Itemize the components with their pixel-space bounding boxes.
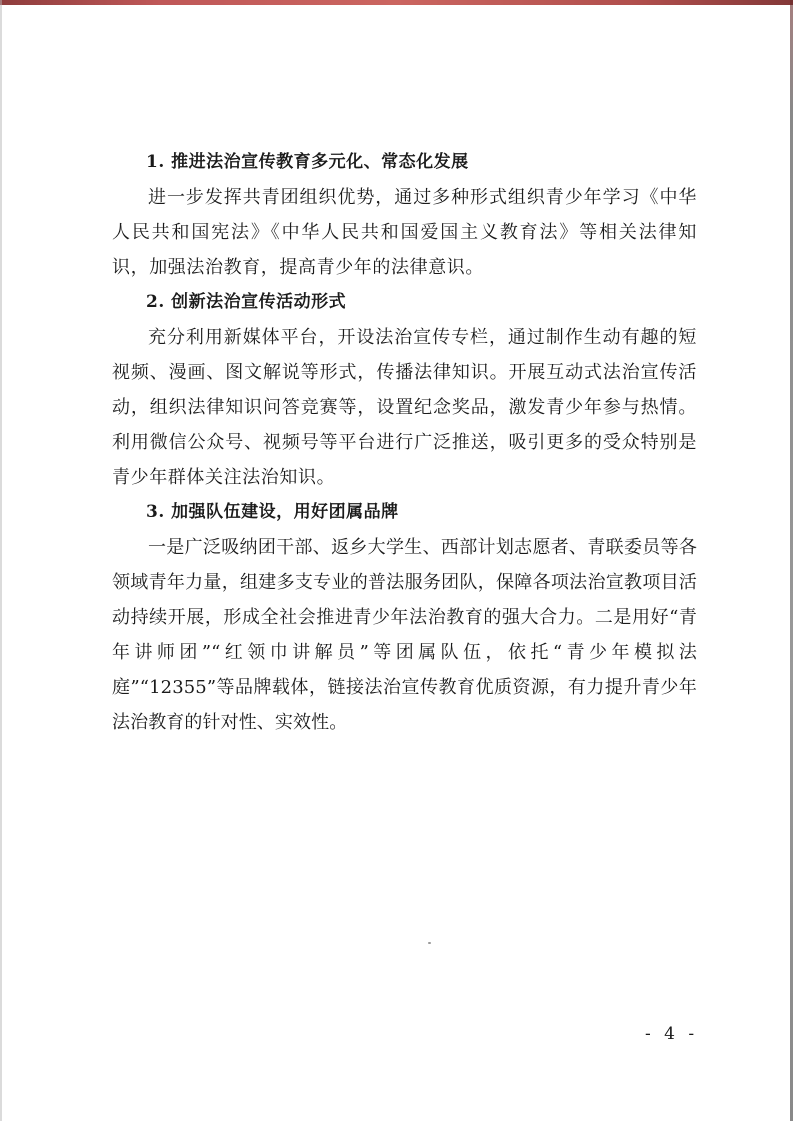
section-3-paragraph: 一是广泛吸纳团干部、返乡大学生、西部计划志愿者、青联委员等各领域青年力量，组建多支专业的普法服务团队，保障各项法治宣教项目活动持续开展，形成全社会推进青少年法治教育的强大合力。二是用好“青年讲师团”“红领巾讲解员”等团属队伍，依托“青少年模拟法庭”“12355”等品牌载体，链接法治宣传教育优质资源，有力提升青少年法治教育的针对性、实效性。 <box>112 537 697 733</box>
section-1-paragraph: 进一步发挥共青团组织优势，通过多种形式组织青少年学习《中华人民共和国宪法》《中华人民共和国爱国主义教育法》等相关法律知识，加强法治教育，提高青少年的法律意识。 <box>112 187 697 278</box>
section-2-heading: 2. 创新法治宣传活动形式 <box>146 292 347 312</box>
page-number: - 4 - <box>645 1024 699 1044</box>
scan-edge-top <box>0 0 793 5</box>
scan-edge-left <box>0 0 2 1121</box>
section-3-heading: 3. 加强队伍建设，用好团属品牌 <box>146 502 399 522</box>
section-2-paragraph: 充分利用新媒体平台，开设法治宣传专栏，通过制作生动有趣的短视频、漫画、图文解说等形式，传播法律知识。开展互动式法治宣传活动，组织法律知识问答竞赛等，设置纪念奖品，激发青少年参与热情。利用微信公众号、视频号等平台进行广泛推送，吸引更多的受众特别是青少年群体关注法治知识。 <box>112 327 697 488</box>
section-3 <box>112 495 697 740</box>
section-1 <box>112 145 697 285</box>
scan-speck <box>428 942 431 944</box>
section-2 <box>112 285 697 495</box>
document-body <box>112 145 697 740</box>
section-1-heading: 1. 推进法治宣传教育多元化、常态化发展 <box>146 152 469 172</box>
